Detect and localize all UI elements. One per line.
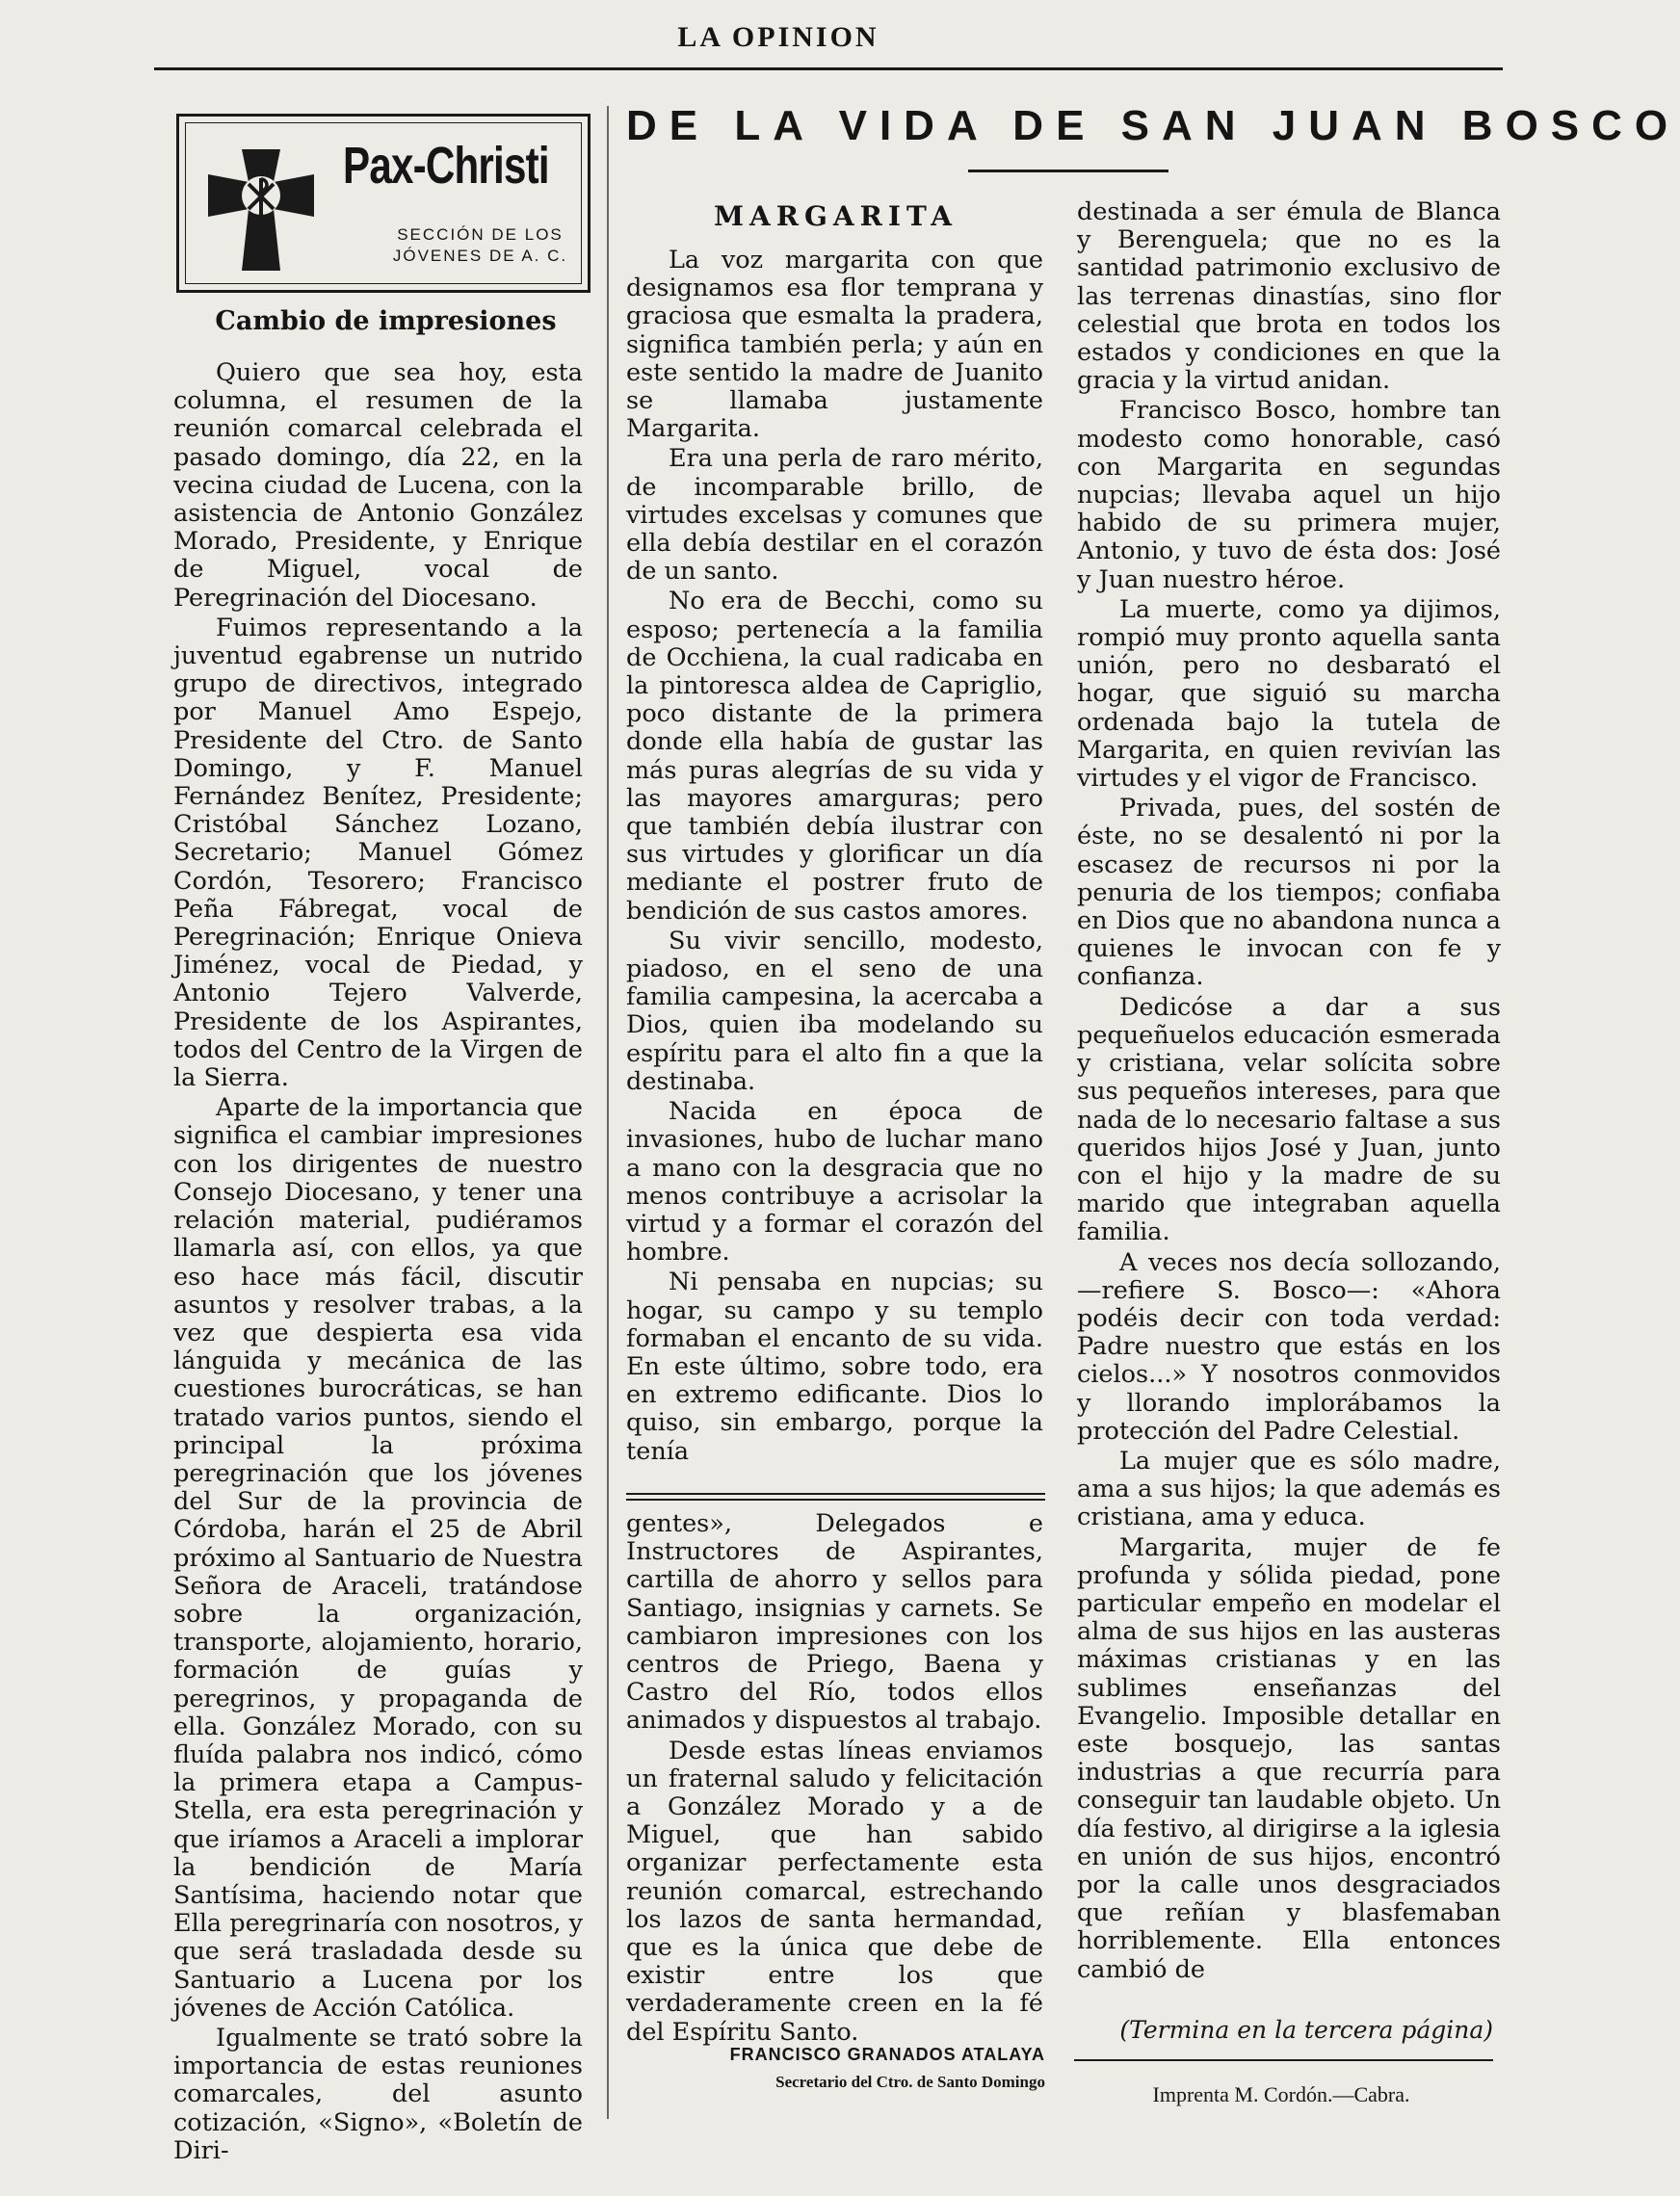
left-column-text xyxy=(173,359,583,2165)
chi-rho-cross-icon xyxy=(208,149,314,271)
column-divider xyxy=(607,106,609,2119)
continuation-paragraph: gentes», Delegados e Instructores de Aspirantes, cartilla de ahorro y sellos para Santiago, insignias y carnets. Se cambiaron impresiones con los centros de Priego, Baena y Castro del Río, todos ellos animados y dispuestos al trabajo. xyxy=(626,1509,1043,1736)
continuation-paragraph: Desde estas líneas enviamos un fraternal saludo y felicitación a González Morado y a de Miguel, que han sabido organizar perfectamente esta reunión comarcal, estrechando los lazos de santa hermandad, que es la única que debe de existir entre los que verdaderamente creen en la fé del Espíritu Santo. xyxy=(626,1736,1043,2047)
headline-rule xyxy=(968,170,1168,172)
middle-paragraph: Su vivir sencillo, modesto, piadoso, en el seno de una familia campesina, la acercaba a Dios, quien iba modelando su espíritu para el alto fin a que la destinaba. xyxy=(626,926,1043,1096)
left-paragraph: Fuimos representando a la juventud egabrense un nutrido grupo de directivos, integrado por Manuel Amo Espejo, Presidente del Ctro. de Santo Domingo, y F. Manuel Fernández Benítez, Presidente; Cristóbal Sánchez Lozano, Secretario; Manuel Gómez Cordón, Tesorero; Francisco Peña Fábregat, vocal de Peregrinación; Enrique Onieva Jiménez, vocal de Piedad, y Antonio Tejero Valverde, Presidente de los Aspirantes, todos del Centro de la Virgen de la Sierra. xyxy=(173,613,583,1093)
middle-paragraph: La voz margarita con que designamos esa flor temprana y graciosa que esmalta la pradera, significa también perla; y aún en este sentido la madre de Juanito se llamaba justamente Margarita. xyxy=(626,246,1043,444)
pax-christi-subtitle xyxy=(381,224,579,267)
masthead: LA OPINION xyxy=(677,21,879,53)
pax-christi-title: Pax-Christi xyxy=(343,137,549,195)
author-name: FRANCISCO GRANADOS ATALAYA xyxy=(729,2045,1045,2064)
section-rule xyxy=(626,1499,1045,1501)
author-title: Secretario del Ctro. de Santo Domingo xyxy=(775,2073,1045,2091)
left-column-heading: Cambio de impresiones xyxy=(215,306,557,336)
pax-christi-subtitle-line2: JÓVENES DE A. C. xyxy=(392,247,568,265)
left-paragraph: Igualmente se trató sobre la importancia de estas reuniones comarcales, del asunto cotización, «Signo», «Boletín de Diri- xyxy=(173,2023,583,2165)
continued-note: (Termina en la tercera página) xyxy=(1119,2016,1493,2044)
imprint: Imprenta M. Cordón.—Cabra. xyxy=(1152,2082,1410,2106)
pax-christi-subtitle-line1: SECCIÓN DE LOS xyxy=(397,225,564,244)
right-paragraph: Margarita, mujer de fe profunda y sólida piedad, pone particular empeño en modelar el alma de sus hijos en las austeras máximas cristianas y en las sublimes enseñanzas del Evangelio. Imposible detallar en este bosquejo, las santas industrias a que recurría para conseguir tan laudable objeto. Un día festivo, al dirigirse a la iglesia en unión de sus hijos, encontró por la calle unos desgraciados que reñían y blasfemaban horriblemente. Ella entonces cambió de xyxy=(1077,1532,1501,1984)
middle-paragraph: Ni pensaba en nupcias; su hogar, su campo y su templo formaban el encanto de su vida. En este último, sobre todo, era en extremo edificante. Dios lo quiso, sin embargo, porque la tenía xyxy=(626,1268,1043,1466)
imprint-rule xyxy=(1074,2059,1493,2061)
middle-column-text xyxy=(626,247,1043,1466)
right-paragraph: Francisco Bosco, hombre tan modesto como honorable, casó con Margarita en segundas nupcias; llevaba aquel un hijo habido de su primera mujer, Antonio, y tuvo de ésta dos: José y Juan nuestro héroe. xyxy=(1077,396,1501,594)
continuation-column-text xyxy=(626,1510,1043,2047)
left-paragraph: Quiero que sea hoy, esta columna, el resumen de la reunión comarcal celebrada el pasado domingo, día 22, en la vecina ciudad de Lucena, con la asistencia de Antonio González Morado, Presidente, y Enrique de Miguel, vocal de Peregrinación del Diocesano. xyxy=(173,358,583,613)
middle-paragraph: No era de Becchi, como su esposo; pertenecía a la familia de Occhiena, la cual radicaba en la pintoresca aldea de Capriglio, poco distante de la primera donde ella había de gustar las más puras alegrías de su vida y las mayores amarguras; pero que también debía ilustrar con sus virtudes y glorificar un día mediante el postrer fruto de bendición de sus castos amores. xyxy=(626,587,1043,926)
section-rule xyxy=(626,1493,1045,1495)
right-paragraph: A veces nos decía sollozando, —refiere S. Bosco—: «Ahora podéis decir con toda verdad: Padre nuestro que estás en los cielos...» Y nosotros conmovidos y llorando implorábamos la protección del Padre Celestial. xyxy=(1077,1247,1501,1446)
right-paragraph: Privada, pues, del sostén de éste, no se desalentó ni por la escasez de recursos ni por la penuria de los tiempos; confiaba en Dios que no abandona nunca a quienes le invocan con fe y confianza. xyxy=(1077,794,1501,992)
right-paragraph: destinada a ser émula de Blanca y Berenguela; que no es la santidad patrimonio exclusivo de las terrenas dinastías, sino flor celestial que brota en todos los estados y condiciones en que la gracia y la virtud anidan. xyxy=(1077,197,1501,396)
masthead-rule xyxy=(154,67,1503,70)
right-paragraph: La muerte, como ya dijimos, rompió muy pronto aquella santa unión, pero no desbarató el hogar, que siguió su marcha ordenada bajo la tutela de Margarita, en quien revivían las virtudes y el vigor de Francisco. xyxy=(1077,594,1501,794)
article-headline: DE LA VIDA DE SAN JUAN BOSCO xyxy=(626,102,1680,149)
pax-christi-box xyxy=(176,114,591,293)
article-subheading: MARGARITA xyxy=(713,200,958,232)
left-paragraph: Aparte de la importancia que significa el cambiar impresiones con los dirigentes de nuestro Consejo Diocesano, y tener una relación material, pudiéramos llamarla así, con ellos, ya que eso hace más fácil, discutir asuntos y resolver trabas, a la vez que despierta esa vida lánguida y mecánica de las cuestiones burocráticas, se han tratado varios puntos, siendo el principal la próxima peregrinación que los jóvenes del Sur de la provincia de Córdoba, harán el 25 de Abril próximo al Santuario de Nuestra Señora de Araceli, tratándose sobre la organización, transporte, alojamiento, horario, formación de guías y peregrinos, y propaganda de ella. González Morado, con su fluída palabra nos indicó, cómo la primera etapa a Campus-Stella, era esta peregrinación y que iríamos a Araceli a implorar la bendición de María Santísima, haciendo notar que Ella peregrinaría con nosotros, y que será trasladada desde su Santuario a Lucena por los jóvenes de Acción Católica. xyxy=(173,1093,583,2023)
middle-paragraph: Nacida en época de invasiones, hubo de luchar mano a mano con la desgracia que no menos contribuye a acrisolar la virtud y a formar el corazón del hombre. xyxy=(626,1097,1043,1268)
right-paragraph: Dedicóse a dar a sus pequeñuelos educación esmerada y cristiana, velar solícita sobre sus pequeños intereses, para que nada de lo necesario faltase a sus queridos hijos José y Juan, junto con el hijo y la madre de su marido que integraban aquella familia. xyxy=(1077,992,1501,1247)
right-column-text xyxy=(1077,198,1501,1984)
right-paragraph: La mujer que es sólo madre, ama a sus hijos; la que además es cristiana, ama y educa. xyxy=(1077,1446,1501,1532)
middle-paragraph: Era una perla de raro mérito, de incomparable brillo, de virtudes excelsas y comunes que ella debía destilar en el corazón de un santo. xyxy=(626,444,1043,587)
